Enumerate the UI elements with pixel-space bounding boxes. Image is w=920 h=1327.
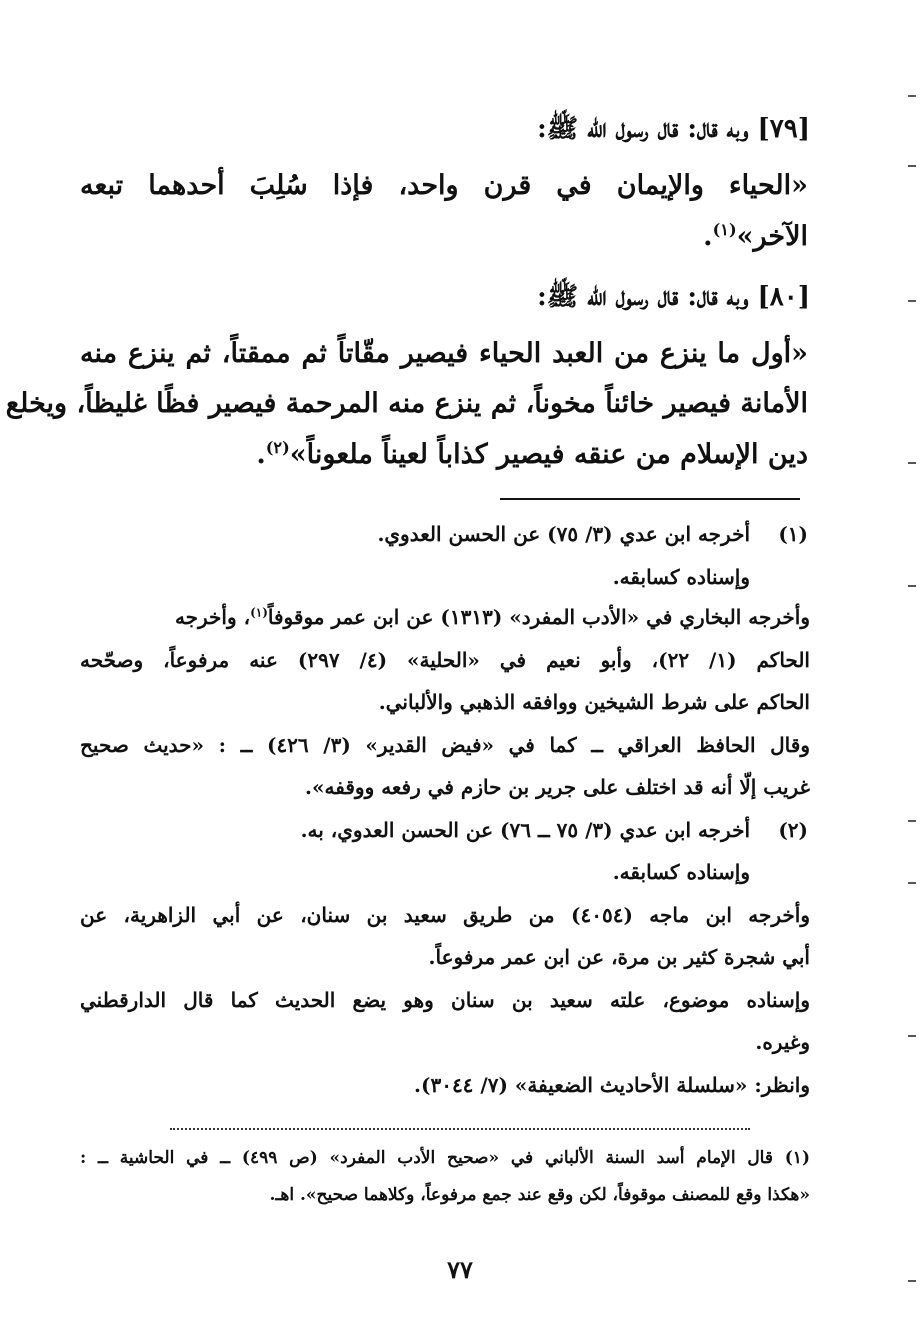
scan-mark	[908, 820, 916, 822]
scan-mark	[908, 95, 916, 97]
footnote-1-line-3-tail: ، وأخرجه	[174, 605, 251, 629]
hadith-79-heading: [٧٩] وبه قال: قال رسول الله ﷺ:	[537, 114, 810, 144]
scan-mark	[908, 462, 916, 464]
footnote-2-line-1: أخرجه ابن عدي (٣/ ٧٥ ــ ٧٦) عن الحسن العدوي، به.	[300, 818, 750, 842]
hadith-80-heading: [٨٠] وبه قال: قال رسول الله ﷺ:	[537, 282, 810, 312]
footnote-2-line-3: وأخرجه ابن ماجه (٤٠٥٤) من طريق سعيد بن سنان، عن أبي الزاهرية، عن	[80, 903, 811, 927]
hadith-80-period: .	[256, 439, 266, 470]
scan-mark	[908, 882, 916, 884]
hadith-79-line-1: «الحياء والإيمان في قرن واحد، فإذا سُلِبَ أحدهما تبعه	[80, 170, 808, 201]
hadith-79-text-end: الآخر»	[736, 221, 808, 252]
scan-mark	[908, 585, 916, 587]
footnote-1-line-6: وقال الحافظ العراقي ــ كما في «فيض القدير» (٣/ ٤٢٦) ــ : «حديث صحيح	[80, 733, 810, 757]
footnote-1-line-7: غريب إلّا أنه قد اختلف على جرير بن حازم في رفعه ووقفه».	[305, 775, 810, 799]
footnote-2-line-4: أبي شجرة كثير بن مرة، عن ابن عمر مرفوعاً.	[428, 945, 810, 969]
footnote-ref-1[interactable]: (١)	[712, 220, 737, 239]
hadith-80-line-2: الأمانة فيصير خائناً مخوناً، ثم ينزع منه المرحمة فيصير فظًا غليظاً، ويخلع	[5, 388, 808, 419]
sub-footnote-ref-1[interactable]: (١)	[250, 605, 268, 620]
scan-mark	[908, 1280, 916, 1282]
footnote-1-line-3-text: وأخرجه البخاري في «الأدب المفرد» (١٣١٣) عن ابن عمر موقوفاً	[267, 605, 810, 629]
hadith-79-period: .	[703, 221, 713, 252]
sub-footnote-line-2: «هكذا وقع للمصنف موقوفاً، لكن وقع عند جمع مرفوعاً، وكلاهما صحيح». اهـ.	[269, 1185, 810, 1205]
footnote-1-line-3	[80, 605, 810, 629]
sub-footnote-line-1: (١) قال الإمام أسد السنة الألباني في «صحيح الأدب المفرد» (ص ٤٩٩) ــ في الحاشية ــ :	[80, 1148, 810, 1168]
footnote-ref-2[interactable]: (٢)	[265, 438, 290, 457]
footnote-1-number: (١)	[778, 522, 808, 546]
footnote-1-line-2: وإسناده كسابقه.	[612, 565, 750, 589]
hadith-79-line-2	[80, 220, 808, 252]
footnote-1-line-1: أخرجه ابن عدي (٣/ ٧٥) عن الحسن العدوي.	[377, 522, 750, 546]
hadith-80-text-end: دين الإسلام من عنقه فيصير كذاباً لعيناً ملعوناً»	[289, 439, 808, 470]
footnote-1-line-4: الحاكم (١/ ٢٢)، وأبو نعيم في «الحلية» (٤/ ٢٩٧) عنه مرفوعاً، وصحّحه	[80, 648, 810, 672]
hadith-80-line-3	[80, 438, 808, 470]
footnote-2-line-6: وغيره.	[755, 1030, 810, 1054]
footnote-2-line-5: وإسناده موضوع، علته سعيد بن سنان وهو يضع الحديث كما قال الدارقطني	[80, 988, 810, 1012]
footnote-1-line-5: الحاكم على شرط الشيخين ووافقه الذهبي والألباني.	[378, 690, 810, 714]
hadith-80-line-1: «أول ما ينزع من العبد الحياء فيصير مقّاتاً ثم ممقتاً، ثم ينزع منه	[80, 338, 808, 369]
scan-mark	[908, 1035, 916, 1037]
scan-mark	[908, 300, 916, 302]
footnote-2-line-2: وإسناده كسابقه.	[612, 860, 750, 884]
footnote-separator	[500, 498, 800, 500]
sub-footnote-separator	[170, 1128, 750, 1130]
footnote-2-line-7: وانظر: «سلسلة الأحاديث الضعيفة» (٧/ ٣٠٤٤).	[414, 1073, 810, 1097]
page-number: ٧٧	[447, 1255, 473, 1284]
footnote-2-number: (٢)	[778, 818, 808, 842]
scan-mark	[908, 165, 916, 167]
